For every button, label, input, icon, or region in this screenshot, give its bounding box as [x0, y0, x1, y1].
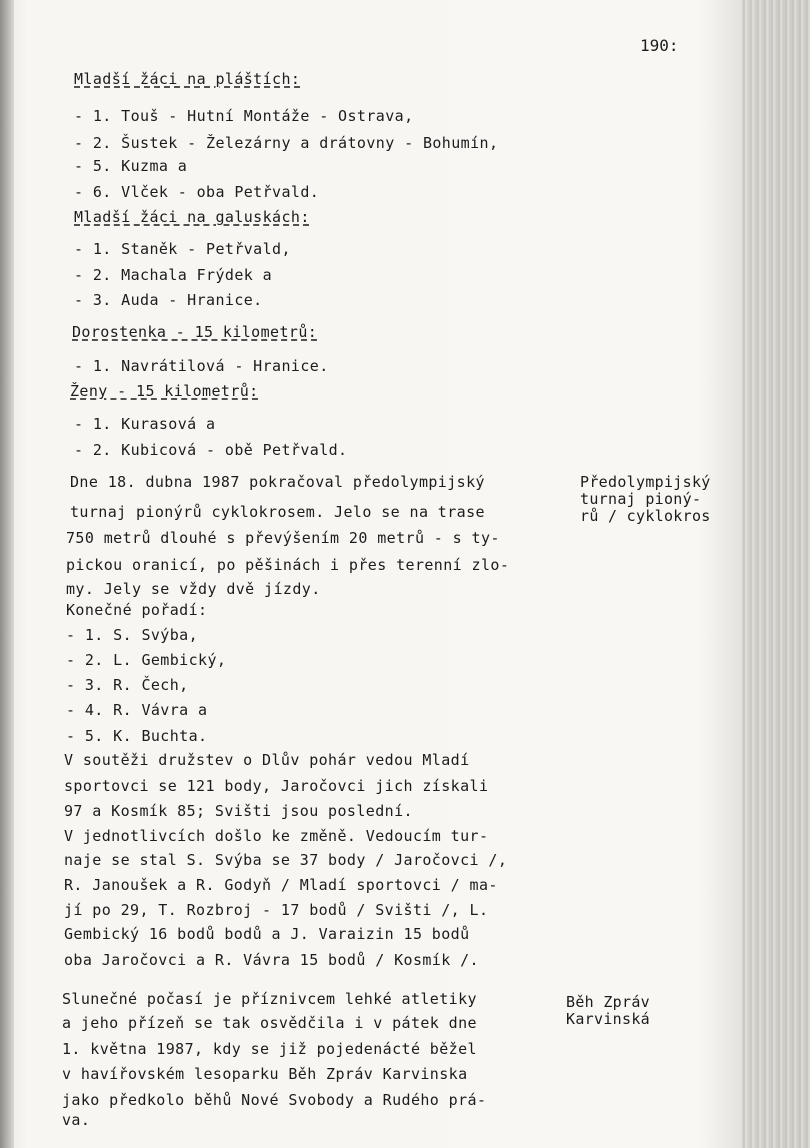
section-heading: Mladší žáci na galuskách: [74, 208, 310, 226]
text-line: v havířovském lesoparku Běh Zpráv Karvinska [62, 1065, 468, 1083]
text-line: turnaj pionýrů cyklokrosem. Jelo se na trase [70, 503, 485, 521]
margin-note-line: Předolympijský [580, 473, 711, 491]
text-line: R. Janoušek a R. Godyň / Mladí sportovci / ma- [64, 876, 498, 894]
text-line: naje se stal S. Svýba se 37 body / Jaročovci /, [64, 851, 508, 869]
text-line: V soutěži družstev o Dlův pohár vedou Mladí [64, 751, 470, 769]
text-line: - 2. Šustek - Železárny a drátovny - Bohumín, [74, 134, 499, 152]
section-heading: Mladší žáci na pláštích: [74, 70, 301, 88]
text-line: - 1. Staněk - Petřvald, [74, 240, 291, 258]
text-line: - 1. Navrátilová - Hranice. [74, 357, 329, 375]
text-line: - 6. Vlček - oba Petřvald. [74, 183, 320, 201]
margin-note-line: turnaj pioný- [580, 490, 702, 508]
margin-note-line: rů / cyklokros [580, 507, 711, 525]
text-line: - 5. Kuzma a [74, 157, 188, 175]
text-line: 750 metrů dlouhé s převýšením 20 metrů - s ty- [66, 529, 500, 547]
margin-note-line: Běh Zpráv [566, 993, 650, 1011]
text-line: va. [62, 1111, 91, 1129]
text-line: - 2. Machala Frýdek a [74, 266, 273, 284]
text-line: V jednotlivcích došlo ke změně. Vedoucím tur- [64, 827, 489, 845]
text-line: - 2. L. Gembický, [66, 651, 227, 669]
text-line: sportovci se 121 body, Jaročovci jich získali [64, 777, 489, 795]
section-heading: Dorostenka - 15 kilometrů: [72, 323, 318, 341]
text-line: Gembický 16 bodů bodů a J. Varaizin 15 bodů [64, 925, 470, 943]
page-number: 190: [640, 36, 679, 55]
text-line: Slunečné počasí je příznivcem lehké atletiky [62, 990, 477, 1008]
text-line: jí po 29, T. Rozbroj - 17 bodů / Svišti /, L. [64, 901, 489, 919]
text-line: oba Jaročovci a R. Vávra 15 bodů / Kosmík /. [64, 951, 479, 969]
text-line: - 1. Touš - Hutní Montáže - Ostrava, [74, 107, 414, 125]
text-line: - 1. Kurasová a [74, 415, 216, 433]
text-line: - 4. R. Vávra a [66, 701, 208, 719]
text-line: 97 a Kosmík 85; Svišti jsou poslední. [64, 802, 413, 820]
text-line: Dne 18. dubna 1987 pokračoval předolympijský [70, 473, 485, 491]
page-left-edge [0, 0, 14, 1148]
text-line: jako předkolo běhů Nové Svobody a Rudého prá- [62, 1091, 487, 1109]
text-line: my. Jely se vždy dvě jízdy. [66, 580, 321, 598]
margin-note [580, 474, 711, 525]
text-line: - 1. S. Svýba, [66, 626, 199, 644]
margin-note [566, 994, 650, 1028]
text-line: a jeho přízeň se tak osvědčila i v pátek dne [62, 1014, 477, 1032]
margin-note-line: Karvinská [566, 1010, 650, 1028]
page-right-edge-stack [742, 0, 810, 1148]
section-heading: Ženy - 15 kilometrů: [70, 382, 259, 400]
text-line: Konečné pořadí: [66, 601, 208, 619]
text-line: - 2. Kubicová - obě Petřvald. [74, 441, 348, 459]
text-line: - 5. K. Buchta. [66, 727, 208, 745]
text-line: - 3. R. Čech, [66, 676, 189, 694]
text-line: 1. května 1987, kdy se již pojedenácté běžel [62, 1040, 477, 1058]
text-line: - 3. Auda - Hranice. [74, 291, 263, 309]
text-line: pickou oranicí, po pěšinách i přes terenní zlo- [66, 556, 510, 574]
